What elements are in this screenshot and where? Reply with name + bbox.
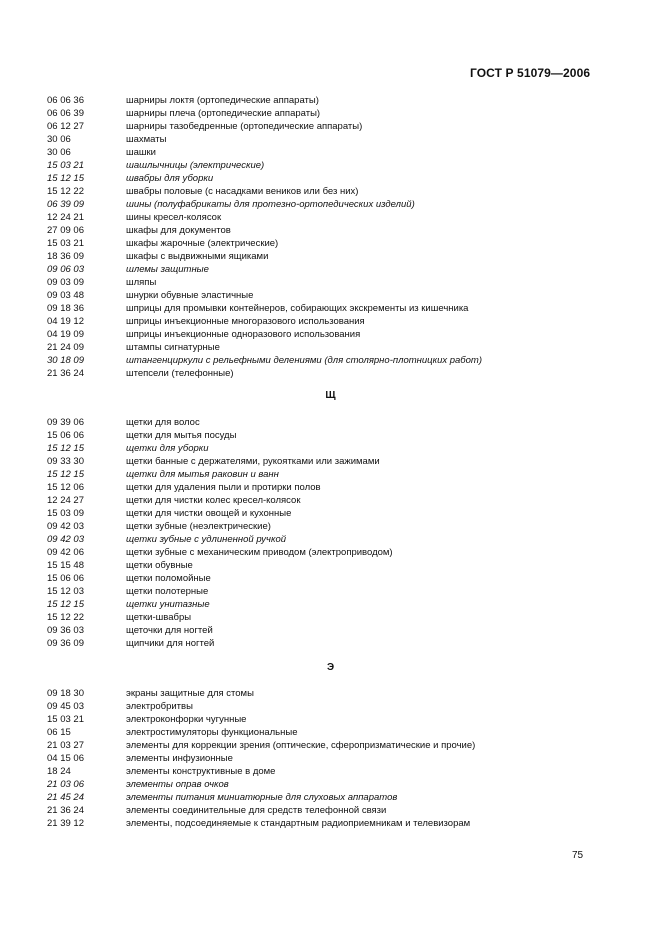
index-entry [47,739,607,752]
index-entry [47,250,607,263]
index-entry [47,713,607,726]
entry-code: 09 18 36 [47,303,84,314]
entry-term: шнурки обувные эластичные [126,290,254,301]
section-shch-list [47,416,607,650]
entry-code: 15 03 09 [47,508,84,519]
section-sh-list [47,94,607,380]
document-header: ГОСТ Р 51079—2006 [470,66,591,80]
entry-term: штепсели (телефонные) [126,368,234,379]
index-entry [47,172,607,185]
entry-term: шляпы [126,277,157,288]
index-entry [47,146,607,159]
index-entry [47,224,607,237]
index-entry [47,804,607,817]
entry-term: электробритвы [126,701,193,712]
entry-term: шарниры тазобедренные (ортопедические аппараты) [126,121,363,132]
index-entry [47,778,607,791]
entry-code: 21 36 24 [47,368,84,379]
entry-term: щетки для мытья раковин и ванн [126,469,279,480]
entry-term: щетки поломойные [126,573,211,584]
index-entry [47,198,607,211]
index-entry [47,302,607,315]
entry-code: 06 06 36 [47,95,84,106]
entry-code: 04 15 06 [47,753,84,764]
entry-code: 09 39 06 [47,417,84,428]
entry-code: 21 03 06 [47,779,84,790]
entry-code: 09 36 09 [47,638,84,649]
index-entry [47,726,607,739]
entry-term: щетки для мытья посуды [126,430,237,441]
entry-term: щетки для уборки [126,443,209,454]
index-entry [47,276,607,289]
entry-term: щеточки для ногтей [126,625,213,636]
entry-term: щетки для чистки овощей и кухонные [126,508,292,519]
entry-term: шкафы с выдвижными ящиками [126,251,269,262]
entry-code: 15 12 15 [47,599,84,610]
index-entry [47,817,607,830]
index-entry [47,791,607,804]
entry-term: экраны защитные для стомы [126,688,254,699]
index-entry [47,598,607,611]
entry-code: 09 06 03 [47,264,84,275]
entry-term: элементы инфузионные [126,753,233,764]
entry-term: щипчики для ногтей [126,638,215,649]
entry-code: 15 03 21 [47,714,84,725]
index-entry [47,752,607,765]
index-entry [47,494,607,507]
index-entry [47,481,607,494]
entry-code: 21 36 24 [47,805,84,816]
entry-term: швабры половые (с насадками веников или без них) [126,186,359,197]
entry-term: щетки зубные с механическим приводом (электроприводом) [126,547,393,558]
entry-term: шашлычницы (электрические) [126,160,265,171]
index-entry [47,442,607,455]
entry-term: штампы сигнатурные [126,342,220,353]
entry-term: щетки банные с держателями, рукоятками или зажимами [126,456,380,467]
entry-code: 15 12 06 [47,482,84,493]
entry-code: 09 42 06 [47,547,84,558]
entry-term: шприцы инъекционные многоразового использования [126,316,365,327]
index-entry [47,94,607,107]
entry-code: 15 06 06 [47,430,84,441]
entry-code: 15 03 21 [47,238,84,249]
index-entry [47,237,607,250]
entry-term: щетки унитазные [126,599,210,610]
entry-code: 09 36 03 [47,625,84,636]
entry-code: 09 03 09 [47,277,84,288]
index-entry [47,315,607,328]
entry-term: элементы соединительные для средств телефонной связи [126,805,387,816]
entry-code: 15 12 03 [47,586,84,597]
index-entry [47,341,607,354]
entry-term: щетки для чистки колес кресел-колясок [126,495,301,506]
index-entry [47,637,607,650]
index-entry [47,585,607,598]
entry-code: 15 12 22 [47,186,84,197]
page-number: 75 [572,850,584,861]
entry-term: шприцы для промывки контейнеров, собирающих экскременты из кишечника [126,303,469,314]
entry-term: шины кресел-колясок [126,212,222,223]
entry-code: 12 24 27 [47,495,84,506]
entry-term: элементы для коррекции зрения (оптические, сферопризматические и прочие) [126,740,476,751]
index-entry [47,120,607,133]
index-entry [47,611,607,624]
index-entry [47,533,607,546]
entry-code: 09 45 03 [47,701,84,712]
entry-code: 15 03 21 [47,160,84,171]
entry-term: штангенциркули с рельефными делениями (для столярно-плотницких работ) [126,355,483,366]
entry-code: 04 19 09 [47,329,84,340]
entry-code: 18 24 [47,766,71,777]
entry-term: щетки зубные (неэлектрические) [126,521,271,532]
entry-code: 30 06 [47,147,71,158]
entry-term: щетки-швабры [126,612,192,623]
entry-term: элементы оправ очков [126,779,229,790]
entry-term: электростимуляторы функциональные [126,727,298,738]
entry-code: 15 12 22 [47,612,84,623]
entry-term: шкафы жарочные (электрические) [126,238,279,249]
entry-code: 30 18 09 [47,355,84,366]
index-entry [47,765,607,778]
section-e-list [47,687,607,830]
entry-code: 09 42 03 [47,521,84,532]
entry-code: 15 12 15 [47,469,84,480]
entry-term: швабры для уборки [126,173,214,184]
entry-term: элементы, подсоединяемые к стандартным радиоприемникам и телевизорам [126,818,471,829]
entry-code: 09 03 48 [47,290,84,301]
entry-code: 21 24 09 [47,342,84,353]
index-entry [47,468,607,481]
entry-term: шарниры плеча (ортопедические аппараты) [126,108,321,119]
entry-term: электроконфорки чугунные [126,714,247,725]
index-entry [47,416,607,429]
index-entry [47,107,607,120]
entry-code: 09 33 30 [47,456,84,467]
entry-code: 21 03 27 [47,740,84,751]
entry-code: 15 06 06 [47,573,84,584]
entry-code: 06 06 39 [47,108,84,119]
entry-term: щетки обувные [126,560,193,571]
entry-code: 21 39 12 [47,818,84,829]
entry-term: шкафы для документов [126,225,231,236]
entry-code: 30 06 [47,134,71,145]
entry-code: 15 12 15 [47,443,84,454]
index-entry [47,624,607,637]
entry-code: 21 45 24 [47,792,84,803]
entry-code: 12 24 21 [47,212,84,223]
entry-term: щетки зубные с удлиненной ручкой [126,534,287,545]
entry-term: щетки полотерные [126,586,209,597]
index-entry [47,133,607,146]
entry-term: щетки для волос [126,417,200,428]
entry-code: 09 18 30 [47,688,84,699]
index-entry [47,367,607,380]
entry-code: 15 15 48 [47,560,84,571]
entry-term: шахматы [126,134,167,145]
entry-code: 04 19 12 [47,316,84,327]
index-entry [47,263,607,276]
index-entry [47,507,607,520]
index-entry [47,211,607,224]
entry-code: 15 12 15 [47,173,84,184]
index-entry [47,354,607,367]
index-entry [47,455,607,468]
entry-term: шины (полуфабрикаты для протезно-ортопедических изделий) [126,199,415,210]
index-entry [47,700,607,713]
entry-term: щетки для удаления пыли и протирки полов [126,482,321,493]
entry-code: 27 09 06 [47,225,84,236]
entry-code: 06 15 [47,727,71,738]
entry-code: 06 39 09 [47,199,84,210]
index-entry [47,572,607,585]
index-entry [47,159,607,172]
index-entry [47,328,607,341]
index-entry [47,559,607,572]
entry-term: шарниры локтя (ортопедические аппараты) [126,95,319,106]
index-entry [47,185,607,198]
entry-term: элементы конструктивные в доме [126,766,276,777]
entry-code: 09 42 03 [47,534,84,545]
entry-code: 06 12 27 [47,121,84,132]
entry-term: шприцы инъекционные одноразового использования [126,329,361,340]
entry-term: шашки [126,147,156,158]
index-entry [47,520,607,533]
index-entry [47,546,607,559]
section-letter-shch: Щ [325,390,336,401]
index-entry [47,289,607,302]
section-letter-e: Э [326,662,335,673]
index-entry [47,429,607,442]
entry-term: элементы питания миниатюрные для слуховых аппаратов [126,792,398,803]
entry-term: шлемы защитные [126,264,209,275]
entry-code: 18 36 09 [47,251,84,262]
index-entry [47,687,607,700]
